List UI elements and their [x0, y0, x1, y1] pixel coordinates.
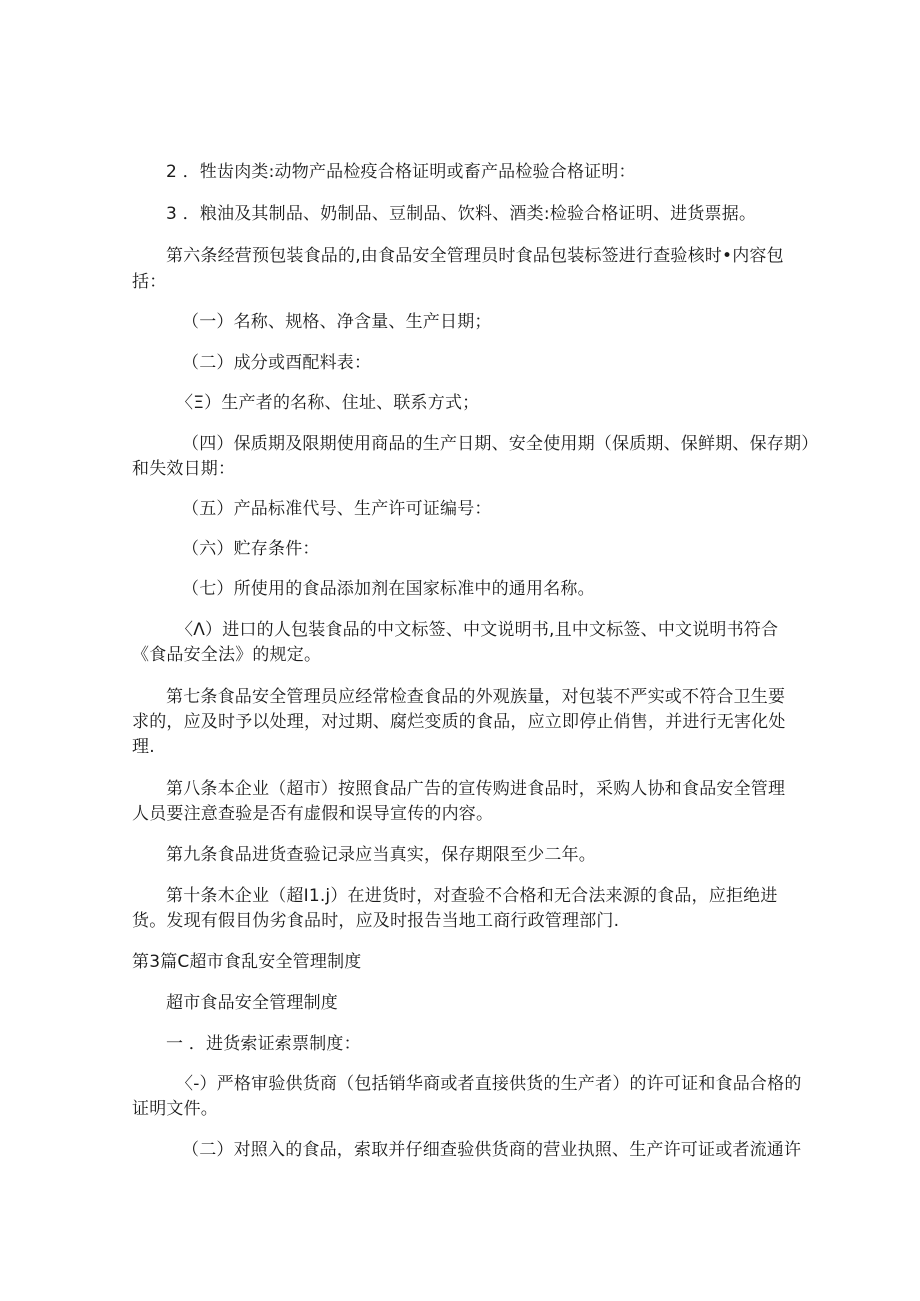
text-line: 证明文件。 [132, 1099, 218, 1119]
text-line: 理. [132, 737, 155, 757]
text-line: 2 ．牲齿肉类:动物产品检疫合格证明或畜产品检验合格证明： [166, 162, 636, 182]
text-line: 括： [132, 272, 167, 292]
text-line: （六）贮存条件： [182, 539, 320, 559]
text-line: （七）所使用的食品添加剂在国家标准中的通用名称。 [182, 579, 595, 599]
text-line: （五）产品标准代号、生产许可证编号： [182, 499, 492, 519]
text-line: （四）保质期及限期使用商品的生产日期、安全使用期（保质期、保鲜期、保存期） [182, 434, 819, 454]
text-line: 〈-）严格审验供货商（包括销华商或者直接供货的生产者）的许可证和食品合格的 [176, 1074, 802, 1094]
text-line: 第九条食品进货查验记录应当真实，保存期限至少二年。 [166, 845, 596, 865]
text-line: 人员要注意查验是否有虚假和误导宣传的内容。 [132, 804, 494, 824]
text-line: 求的，应及时予以处理，对过期、腐烂变质的食品，应立即停止俏售，并进行无害化处 [132, 712, 786, 732]
text-line: 3 ．粮油及其制品、奶制品、豆制品、饮料、酒类:检验合格证明、进货票据。 [166, 204, 757, 224]
text-line: 第六条经营预包装食品的,由食品安全管理员时食品包装标签进行查验核时•内容包 [166, 246, 784, 266]
text-line: 和失效日期： [132, 459, 236, 479]
text-line: 《食品安全法》的规定。 [132, 645, 322, 665]
text-line: 〈Ξ）生产者的名称、住址、联系方式； [176, 393, 480, 413]
text-line: 一 ．进货索证索票制度： [166, 1034, 361, 1054]
text-line: （二）对照入的食品，索取并仔细查验供货商的营业执照、生产许可证或者流通许 [182, 1140, 802, 1160]
section-heading: 第3篇C超市食乱安全管理制度 [132, 952, 362, 972]
text-line: （二）成分或酉配料表： [182, 353, 372, 373]
text-line: 〈Λ）进口的人包装食品的中文标签、中文说明书,且中文标签、中文说明书符合 [176, 620, 779, 640]
text-line: 货。发现有假目伪劣食品时，应及时报告当地工商行政管理部门. [132, 911, 620, 931]
text-line: 第八条本企业（超市）按照食品广告的宣传购进食品时，采购人协和食品安全管理 [166, 779, 786, 799]
text-line: 第十条木企业（超I1.j）在进货时，对查验不合格和无合法来源的食品，应拒绝进 [166, 886, 778, 906]
text-line: （一）名称、规格、净含量、生产日期； [182, 312, 492, 332]
section-title: 超市食品安全管理制度 [166, 993, 338, 1013]
text-line: 第七条食品安全管理员应经常检查食品的外观族量，对包装不严实或不符合卫生要 [166, 687, 786, 707]
